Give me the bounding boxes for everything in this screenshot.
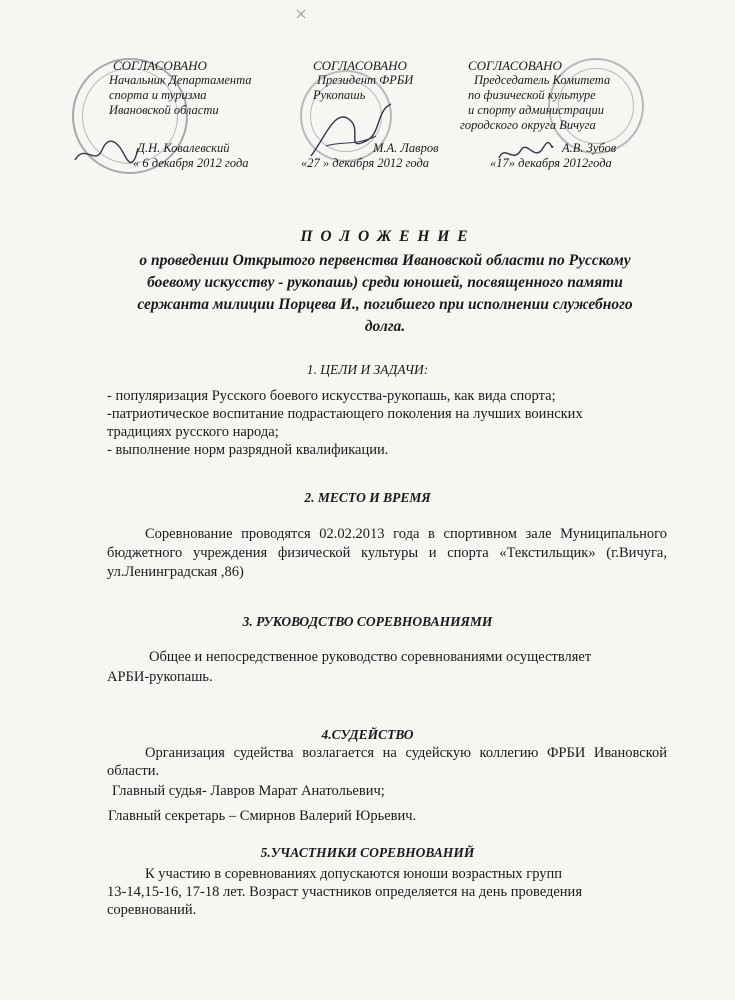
section-heading-place: 2. МЕСТО И ВРЕМЯ	[304, 490, 431, 505]
management-line: АРБИ-рукопашь.	[107, 669, 213, 685]
place-text: Соревнование проводятся 02.02.2013 года в спортивном зале Муниципального бюджетного учреждения физической культуры и спорта «Текстильщик» (г.Вичуга, ул.Ленинградская ,86)	[107, 526, 667, 580]
list-item: -патриотическое воспитание подрастающего поколения на лучших воинских	[107, 406, 583, 422]
participants-line: К участию в соревнованиях допускаются юноши возрастных групп	[145, 866, 563, 882]
approval-department	[109, 58, 252, 171]
title-line: сержанта милиции Порцева И., погибшего при исполнении служебного	[137, 296, 633, 313]
approval-date: «27 » декабря 2012 года	[301, 156, 430, 170]
approval-date: «17» декабря 2012года	[490, 156, 612, 170]
approval-signer: А.В. Зубов	[562, 141, 617, 155]
title-line: долга.	[364, 318, 406, 335]
section-heading-management: 3. РУКОВОДСТВО СОРЕВНОВАНИЯМИ	[242, 614, 493, 629]
approval-line: Президент ФРБИ	[317, 73, 414, 87]
approval-heading: СОГЛАСОВАНО	[113, 58, 207, 73]
title-heading: П О Л О Ж Е Н И Е	[300, 228, 470, 245]
management-text	[107, 648, 677, 686]
approval-blocks	[0, 58, 735, 188]
list-item: традициях русского народа;	[107, 424, 279, 440]
goals-list	[107, 387, 667, 459]
approval-line: и спорту администрации	[468, 103, 604, 117]
approval-line: Рукопашь	[313, 88, 366, 102]
approval-signer: М.А. Лавров	[373, 141, 439, 155]
approval-line: по физической культуре	[468, 88, 596, 102]
approval-date: « 6 декабря 2012 года	[133, 156, 249, 170]
corner-mark-icon	[295, 8, 307, 20]
list-item: - популяризация Русского боевого искусства-рукопашь, как вида спорта;	[107, 388, 556, 404]
section-heading-participants: 5.УЧАСТНИКИ СОРЕВНОВАНИЙ	[260, 845, 475, 860]
title-line: о проведении Открытого первенства Ивановской области по Русскому	[139, 252, 631, 269]
participants-text	[107, 865, 677, 919]
approval-line: Ивановской области	[109, 103, 219, 117]
section-heading-judging: 4.СУДЕЙСТВО	[321, 727, 414, 742]
list-item: - выполнение норм разрядной квалификации.	[107, 442, 389, 458]
approval-line: городского округа Вичуга	[460, 118, 596, 132]
approval-president	[301, 58, 439, 171]
section-heading-goals: 1. ЦЕЛИ И ЗАДАЧИ:	[306, 362, 429, 377]
approval-line: Начальник Департамента	[109, 73, 252, 87]
chief-judge: Главный судья- Лавров Марат Анатольевич;	[112, 783, 385, 799]
approval-heading: СОГЛАСОВАНО	[468, 58, 562, 73]
title-line: боевому искусству - рукопашь) среди юношей, посвященного памяти	[147, 274, 623, 291]
approval-signer: Д.Н. Ковалевский	[137, 141, 230, 155]
approval-committee	[460, 58, 617, 171]
approval-line: спорта и туризма	[109, 88, 207, 102]
participants-line: соревнований.	[107, 902, 197, 918]
participants-line: 13-14,15-16, 17-18 лет. Возраст участников определяется на день проведения	[107, 884, 582, 900]
judging-text: Организация судейства возлагается на судейскую коллегию ФРБИ Ивановской области.	[107, 745, 667, 779]
document-title	[95, 226, 675, 338]
management-line: Общее и непосредственное руководство соревнованиями осуществляет	[149, 649, 592, 665]
approval-line: Председатель Комитета	[474, 73, 611, 87]
chief-secretary: Главный секретарь – Смирнов Валерий Юрьевич.	[108, 808, 417, 824]
approval-heading: СОГЛАСОВАНО	[313, 58, 407, 73]
